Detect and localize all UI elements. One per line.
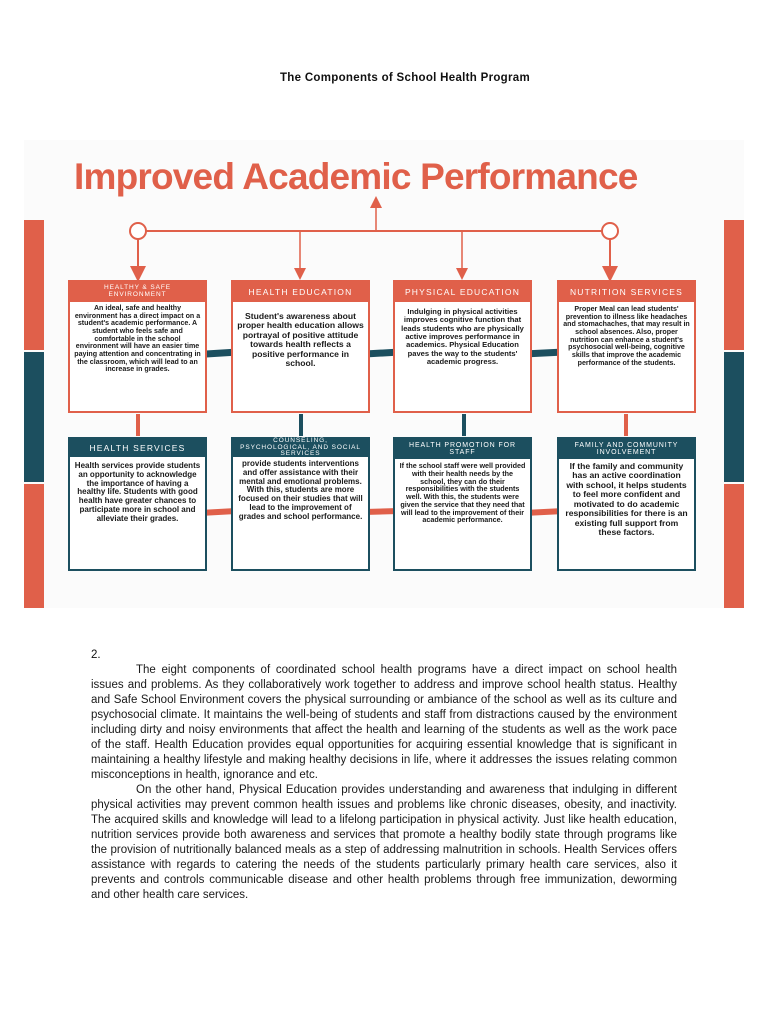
infographic: [24, 140, 744, 608]
card-title: COUNSELING, PSYCHOLOGICAL, AND SOCIAL SERVICES: [233, 439, 368, 457]
card-title: HEALTHY & SAFE ENVIRONMENT: [70, 282, 205, 302]
headline: Improved Academic Performance: [74, 156, 638, 197]
card-text: An ideal, safe and healthy environment has a direct impact on a student's academic performance. A student who feels safe and comfortable in the school environment will have an easier time paying attention and concentrating in the classroom, which will lead to an increase in grades.: [74, 304, 201, 374]
card-title: HEALTH SERVICES: [70, 439, 205, 457]
card-title: HEALTH PROMOTION FOR STAFF: [395, 439, 530, 459]
card-title: FAMILY AND COMMUNITY INVOLVEMENT: [559, 439, 694, 459]
card-counseling-psychological-social-services: [231, 437, 370, 571]
body-paragraph: On the other hand, Physical Education provides understanding and awareness that indulging in different physical activities may prevent common health issues and problems like chronic diseases, obesity, and inactivity. The acquired skills and knowledge will lead to a lifelong participation in physical activity. Just like health education, nutrition services provide both awareness and services that promote a healthy bodily state through programs like the provision of nutritionally balanced meals as a step of addressing malnutrition in schools. Health Services offers assistance with regards to catering the needs of the students particularly primary health care services, also it prevents and controls communicable disease and other health problems through free immunization, deworming and other health care services.: [91, 784, 677, 901]
body-text: [91, 663, 677, 903]
card-text: provide students interventions and offer assistance with their mental and emotional problems. With this, students are more focused on their studies that will lead to the improvement of grades and school performance.: [238, 459, 363, 521]
card-text: Indulging in physical activities improves cognitive function that leads students who are physically active improves performance in academics. Physical Education paves the way to the students' academic progress.: [401, 307, 524, 367]
card-nutrition-services: [557, 280, 696, 413]
card-health-services: [68, 437, 207, 571]
card-text: Proper Meal can lead students' prevention to illness like headaches and stomachaches, that may result in school absences. Also, proper nutrition can enhance a student's psychosocial well-being, cognitive skills that improve the academic performance of the students.: [563, 305, 690, 367]
item-number: 2.: [91, 649, 101, 661]
card-text: If the family and community has an active coordination with school, it helps students to feel more confident and motivated to do academic responsibilities for there is an existing full support from these factors.: [565, 461, 688, 538]
card-health-promotion-for-staff: [393, 437, 532, 571]
body-paragraph: The eight components of coordinated school health programs have a direct impact on school health issues and problems. As they collaboratively work together to address and improve school health status. Healthy and Safe School Environment covers the physical surrounding or ambiance of the school as well as its culture and psychosocial climate. It maintains the well-being of students and staff from distractions caused by the environment including dirty and noisy environments that affect the health and learning of the students as well as the work pace of the staff. Health Education provides equal opportunities for acquiring essential knowledge that is significant in maintaining a healthy lifestyle and making healthy decisions in life, where it addresses the issues relating common misconceptions in health, ignorance and etc.: [91, 664, 677, 781]
card-title: NUTRITION SERVICES: [559, 282, 694, 302]
card-healthy-safe-environment: [68, 280, 207, 413]
card-title: PHYSICAL EDUCATION: [395, 282, 530, 302]
document-title: The Components of School Health Program: [279, 72, 531, 84]
card-family-and-community-involvement: [557, 437, 696, 571]
card-physical-education: [393, 280, 532, 413]
card-title: HEALTH EDUCATION: [233, 282, 368, 302]
card-text: Health services provide students an opportunity to acknowledge the importance of having a healthy life. Students with good health have greater chances to participate more in school and alleviate their grades.: [74, 461, 201, 523]
card-text: Student's awareness about proper health education allows portrayal of positive attitude towards health reflects a positive performance in school.: [237, 311, 364, 369]
card-text: If the school staff were well provided with their health needs by the school, they can do their responsibilities with the students well. With this, the students were given the service that they need that will lead to the improvement of their academic performance.: [399, 461, 526, 525]
card-health-education: [231, 280, 370, 413]
